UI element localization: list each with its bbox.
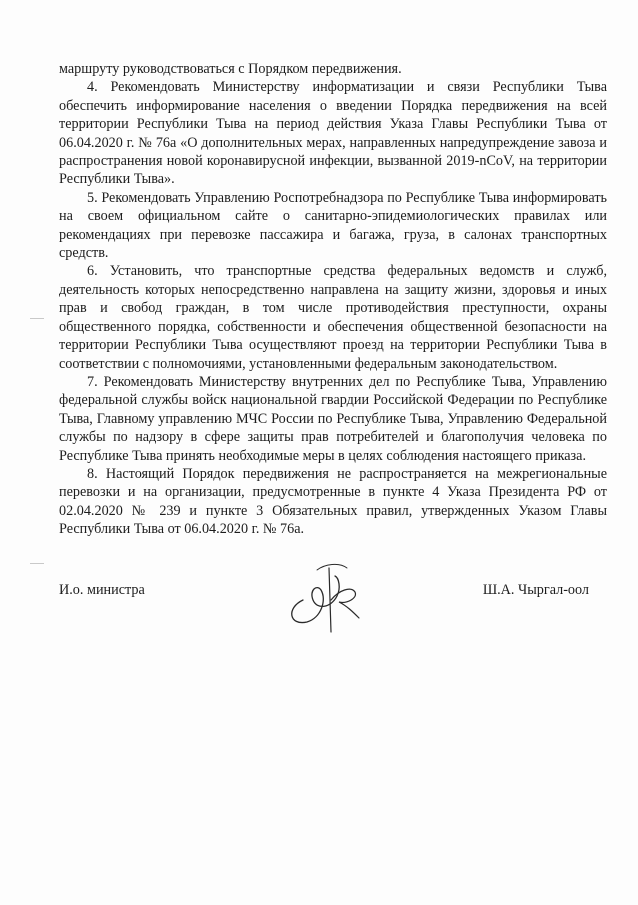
scan-margin-mark	[30, 563, 44, 564]
paragraph-4: 4. Рекомендовать Министерству информатизации и связи Республики Тыва обеспечить информирование населения о введении Порядка передвижения на всей территории Республики Тыва на период действия Указа Главы Республики Тыва от 06.04.2020 г. № 76а «О дополнительных мерах, направленных напредупреждение завоза и распространения новой коронавирусной инфекции, вызванной 2019-nCoV, на территории Республики Тыва».	[59, 79, 607, 188]
handwritten-signature	[281, 560, 371, 640]
paragraph-8: 8. Настоящий Порядок передвижения не распространяется на межрегиональные перевозки и на организации, предусмотренные в пункте 4 Указа Президента РФ от 02.04.2020 № 239 и пункте 3 Обязательных правил, утвержденных Указом Главы Республики Тыва от 06.04.2020 г. № 76а.	[59, 465, 607, 538]
paragraph-6: 6. Установить, что транспортные средства федеральных ведомств и служб, деятельность которых непосредственно направлена на защиту жизни, здоровья и иных прав и свобод граждан, в том числе противодействия преступности, охраны общественного порядка, собственности и обеспечения общественной безопасности на территории Республики Тыва осуществляют проезд на территории Республики Тыва в соответствии с полномочиями, установленными федеральным законодательством.	[59, 263, 607, 372]
paragraph-5: 5. Рекомендовать Управлению Роспотребнадзора по Республике Тыва информировать на своем официальном сайте о санитарно-эпидемиологических правилах или рекомендациях при перевозке пассажира и багажа, груза, в салонах транспортных средств.	[59, 189, 607, 262]
signatory-name: Ш.А. Чыргал-оол	[482, 582, 589, 598]
signature-block	[59, 582, 607, 662]
scan-margin-mark	[30, 318, 44, 319]
signatory-position: И.о. министра	[59, 582, 145, 598]
document-body	[59, 60, 607, 539]
paragraph-7: 7. Рекомендовать Министерству внутренних дел по Республике Тыва, Управлению федеральной службы войск национальной гвардии Российской Федерации по Республике Тыва, Главному управлению МЧС России по Республике Тыва, Управлению Федеральной службы по надзору в сфере защиты прав потребителей и благополучия человека по Республике Тыва принять необходимые меры в целях соблюдения настоящего приказа.	[59, 373, 607, 464]
paragraph-continuation: маршруту руководствоваться с Порядком передвижения.	[59, 61, 402, 77]
